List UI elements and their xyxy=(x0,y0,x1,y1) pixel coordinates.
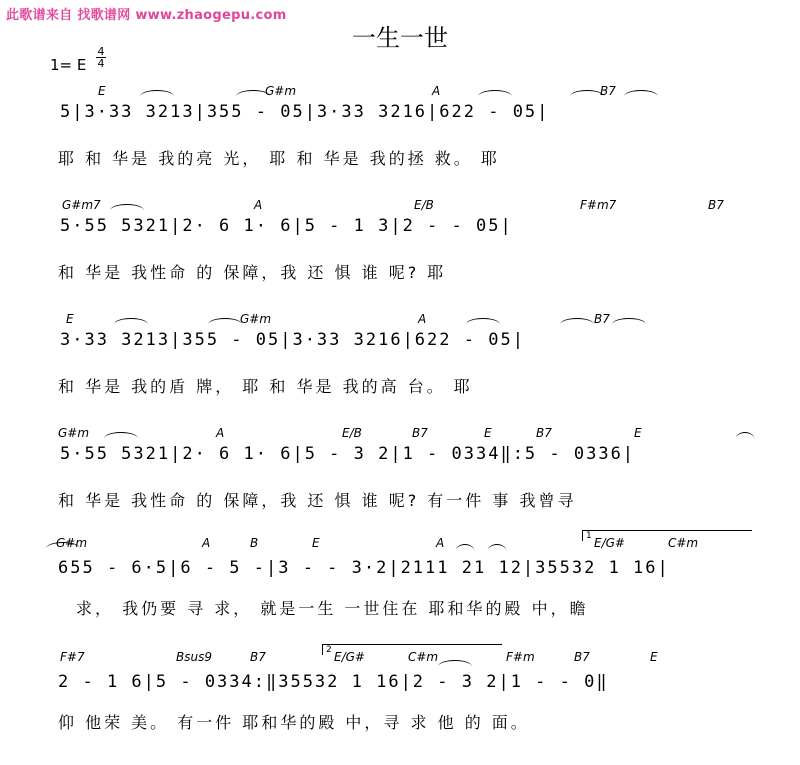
lyric-line: 和 华是 我性命 的 保障，我 还 惧 谁 呢? 耶 xyxy=(58,263,447,282)
notation-line: 5|3·33 3213|355 - 05|3·33 3216|622 - 05| xyxy=(60,102,550,122)
lyric-line: 求， 我仍要 寻 求， 就是一生 一世住在 耶和华的殿 中，瞻 xyxy=(76,599,589,618)
volta-number: 1 xyxy=(586,531,592,541)
stave-line-4 xyxy=(0,426,800,541)
time-sig-bottom: 4 xyxy=(97,57,105,70)
chord: A xyxy=(432,84,441,98)
slur xyxy=(736,432,754,445)
lyric-line: 耶 和 华是 我的亮 光， 耶 和 华是 我的拯 救。 耶 xyxy=(58,149,500,168)
chord: F#m xyxy=(506,650,535,664)
chord: G#m7 xyxy=(62,198,101,212)
stave-line-3 xyxy=(0,312,800,427)
chord: G#m xyxy=(265,84,297,98)
chord: A xyxy=(216,426,225,440)
chord: E xyxy=(634,426,642,440)
notation-line: 655 - 6·5|6 - 5 -|3 - - 3·2|2111 21 12|35532 1 16| xyxy=(58,558,670,578)
chord: C#m xyxy=(408,650,439,664)
lyric-line: 仰 他荣 美。 有一件 耶和华的殿 中，寻 求 他 的 面。 xyxy=(58,713,530,732)
lyric-line: 和 华是 我性命 的 保障，我 还 惧 谁 呢? 有一件 事 我曾寻 xyxy=(58,491,577,510)
chord: E/G# xyxy=(594,536,625,550)
time-signature xyxy=(96,46,106,69)
chord: C#m xyxy=(668,536,699,550)
chord: G#m xyxy=(56,536,88,550)
notation-line: 5·55 5321|2· 6 1· 6|5 - 1 3|2 - - 05| xyxy=(60,216,513,236)
slur xyxy=(46,542,80,555)
chord: B7 xyxy=(574,650,590,664)
chord: E xyxy=(312,536,320,550)
stave-line-5 xyxy=(0,530,800,645)
key-signature: 1= E xyxy=(50,56,87,74)
slur xyxy=(612,318,646,331)
slur xyxy=(456,544,474,557)
time-sig-top: 4 xyxy=(97,45,105,58)
song-title: 一生一世 xyxy=(352,24,448,52)
stave-line-1 xyxy=(0,84,800,199)
chord: E xyxy=(66,312,74,326)
chord: A xyxy=(418,312,427,326)
chord: Bsus9 xyxy=(176,650,212,664)
chord: E/G# xyxy=(334,650,365,664)
chord: G#m xyxy=(58,426,90,440)
stave-line-2 xyxy=(0,198,800,313)
slur xyxy=(488,544,506,557)
chord: G#m xyxy=(240,312,272,326)
notation-line: 5·55 5321|2· 6 1· 6|5 - 3 2|1 - 0334‖:5 - 0336| xyxy=(60,444,636,464)
chord: B7 xyxy=(536,426,552,440)
chord: A xyxy=(254,198,263,212)
notation-line: 2 - 1 6|5 - 0334:‖35532 1 16|2 - 3 2|1 - - 0‖ xyxy=(58,672,609,692)
chord: F#m7 xyxy=(580,198,617,212)
slur xyxy=(560,318,594,331)
chord: B7 xyxy=(600,84,616,98)
notation-line: 3·33 3213|355 - 05|3·33 3216|622 - 05| xyxy=(60,330,525,350)
slur xyxy=(570,90,604,103)
chord: A xyxy=(202,536,211,550)
chord: E/B xyxy=(342,426,362,440)
chord: B7 xyxy=(594,312,610,326)
stave-line-6 xyxy=(0,644,800,759)
chord: A xyxy=(436,536,445,550)
slur xyxy=(624,90,658,103)
chord: E/B xyxy=(414,198,434,212)
lyric-line: 和 华是 我的盾 牌， 耶 和 华是 我的高 台。 耶 xyxy=(58,377,473,396)
chord: E xyxy=(650,650,658,664)
chord: B7 xyxy=(708,198,724,212)
chord: B xyxy=(250,536,259,550)
chord: E xyxy=(484,426,492,440)
watermark-text: 此歌谱来自 找歌谱网 www.zhaogepu.com xyxy=(6,8,287,23)
chord: B7 xyxy=(250,650,266,664)
chord: F#7 xyxy=(60,650,85,664)
chord: E xyxy=(98,84,106,98)
volta-number: 2 xyxy=(326,645,332,655)
chord: B7 xyxy=(412,426,428,440)
